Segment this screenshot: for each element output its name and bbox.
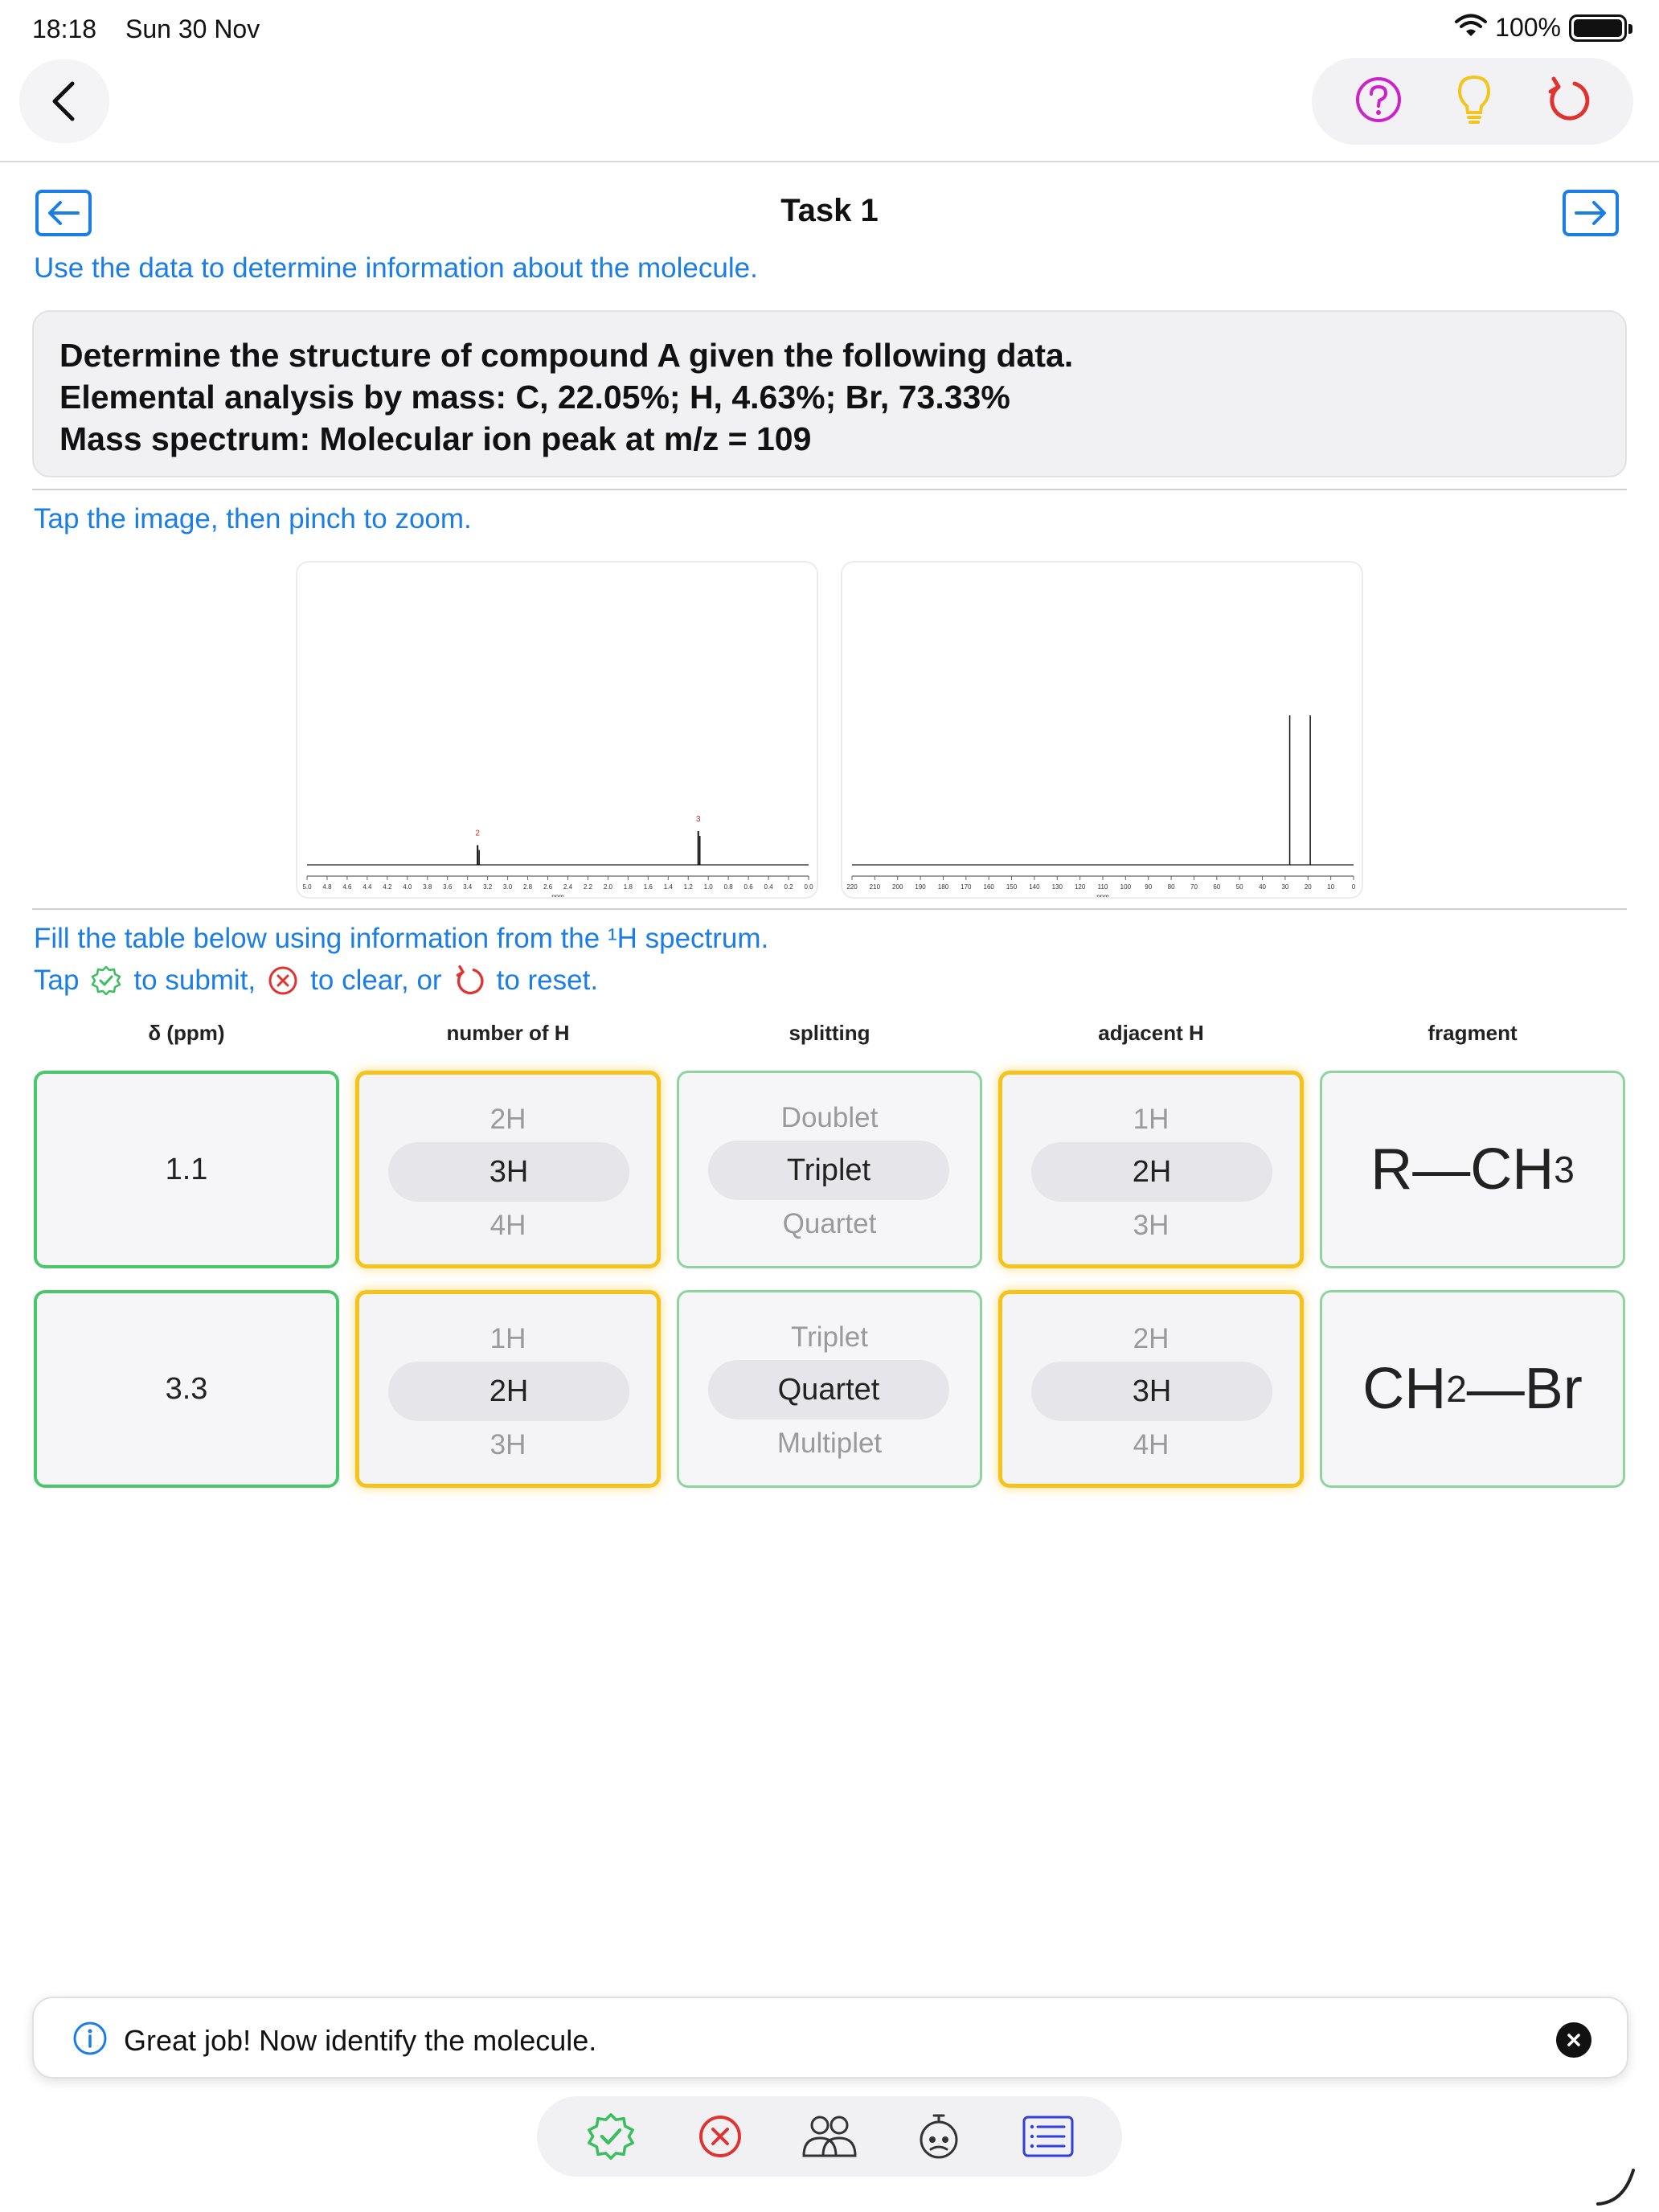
fragment-cell[interactable]	[1320, 1290, 1625, 1488]
h-nmr-spectrum-image[interactable]	[296, 561, 818, 899]
adjacent-h-picker[interactable]	[998, 1290, 1304, 1488]
task-title: Task 1	[780, 193, 879, 228]
axis-tick-label: 1.0	[703, 883, 713, 891]
picker-option[interactable]: 3H	[1133, 1210, 1169, 1241]
axis-tick-label: 0	[1351, 883, 1356, 891]
fragment-formula	[1322, 1073, 1623, 1266]
c-nmr-spectrum-image[interactable]	[841, 561, 1363, 899]
axis-tick-label: 180	[937, 883, 949, 891]
picker-option[interactable]: 3H	[490, 1429, 526, 1460]
axis-tick-label: 150	[1006, 883, 1018, 891]
picker-option[interactable]: 1H	[1133, 1104, 1169, 1135]
robot-icon	[913, 2111, 965, 2162]
question-icon[interactable]	[1354, 76, 1403, 128]
adjacent-h-picker[interactable]	[998, 1071, 1304, 1268]
axis-tick-label: 0.8	[723, 883, 733, 891]
question-box	[32, 310, 1627, 477]
status-time: 18:18	[32, 14, 97, 43]
c-nmr-spectrum-plot	[842, 563, 1363, 899]
chevron-left-icon	[48, 80, 80, 122]
clear-icon	[696, 2112, 744, 2161]
axis-tick-label: 70	[1190, 883, 1198, 891]
picker-option[interactable]: Doublet	[780, 1102, 879, 1133]
axis-tick-label: 120	[1074, 883, 1086, 891]
status-date: Sun 30 Nov	[125, 14, 260, 43]
axis-tick-label: 4.0	[403, 883, 412, 891]
header-splitting: splitting	[789, 1021, 870, 1045]
axis-tick-label: 4.6	[342, 883, 352, 891]
status-indicators	[1455, 13, 1627, 43]
next-task-button[interactable]	[1563, 190, 1619, 236]
splitting-picker[interactable]	[677, 1290, 982, 1488]
axis-tick-label: 40	[1259, 883, 1266, 891]
axis-label: ppm	[551, 893, 564, 900]
lightbulb-icon[interactable]	[1455, 74, 1493, 129]
axis-tick-label: 3.6	[443, 883, 453, 891]
reset-icon	[450, 963, 489, 998]
shift-value: 1.1	[165, 1152, 208, 1186]
arrow-right-icon	[1573, 199, 1608, 227]
header-fragment: fragment	[1428, 1021, 1518, 1045]
submit-badge-icon	[87, 963, 125, 998]
axis-tick-label: 0.6	[743, 883, 753, 891]
top-action-group	[1312, 58, 1633, 145]
axis-tick-label: 1.6	[643, 883, 653, 891]
fill-instructions: Fill the table below using information from the ¹H spectrum.	[34, 923, 769, 954]
shift-cell	[34, 1071, 339, 1268]
question-line-1: Determine the structure of compound A given the following data.	[59, 337, 1074, 374]
picker-selected-option[interactable]: 3H	[388, 1142, 629, 1202]
wifi-icon	[1455, 13, 1487, 43]
zoom-hint: Tap the image, then pinch to zoom.	[34, 503, 472, 535]
picker-selected-option[interactable]: Quartet	[708, 1360, 949, 1419]
axis-label: ppm	[1096, 893, 1109, 900]
axis-tick-label: 4.4	[363, 883, 372, 891]
picker-selected-option[interactable]: Triplet	[708, 1141, 949, 1200]
axis-tick-label: 3.0	[503, 883, 513, 891]
axis-tick-label: 4.8	[322, 883, 332, 891]
battery-icon	[1569, 14, 1627, 42]
number-of-h-picker[interactable]	[355, 1290, 661, 1488]
header-adjacent-h: adjacent H	[1098, 1021, 1204, 1045]
picker-option[interactable]: Multiplet	[776, 1428, 883, 1459]
h-nmr-spectrum-plot	[297, 563, 818, 899]
peak-integration-label: 3	[695, 815, 701, 824]
axis-tick-label: 60	[1213, 883, 1221, 891]
axis-tick-label: 0.2	[784, 883, 793, 891]
picker-selected-option[interactable]: 3H	[1031, 1362, 1272, 1421]
back-button[interactable]	[19, 59, 109, 143]
question-line-2: Elemental analysis by mass: C, 22.05%; H, 4.63%; Br, 73.33%	[59, 379, 1010, 416]
bottom-toolbar	[537, 2096, 1122, 2177]
instr-to-submit: to submit,	[133, 965, 256, 996]
axis-tick-label: 2.4	[563, 883, 573, 891]
info-icon	[72, 2021, 108, 2056]
axis-tick-label: 3.2	[483, 883, 493, 891]
axis-tick-label: 210	[869, 883, 881, 891]
axis-tick-label: 20	[1304, 883, 1312, 891]
fragment-cell[interactable]	[1320, 1071, 1625, 1268]
fragment-text: —Br	[1466, 1357, 1583, 1421]
axis-tick-label: 200	[892, 883, 903, 891]
axis-tick-label: 2.8	[522, 883, 533, 891]
submit-instructions	[34, 963, 598, 998]
axis-tick-label: 110	[1097, 883, 1108, 891]
axis-tick-label: 30	[1281, 883, 1289, 891]
axis-tick-label: 140	[1029, 883, 1040, 891]
axis-tick-label: 2.2	[583, 883, 593, 891]
reset-icon[interactable]	[1546, 76, 1591, 128]
axis-tick-label: 130	[1051, 883, 1063, 891]
picker-option[interactable]: Quartet	[782, 1208, 877, 1239]
picker-selected-option[interactable]: 2H	[1031, 1142, 1272, 1202]
axis-tick-label: 1.8	[623, 883, 633, 891]
number-of-h-picker[interactable]	[355, 1071, 661, 1268]
axis-tick-label: 2.0	[603, 883, 612, 891]
axis-tick-label: 10	[1327, 883, 1335, 891]
fragment-text: R—CH	[1370, 1137, 1555, 1202]
picker-option[interactable]: 1H	[490, 1323, 526, 1354]
axis-tick-label: 4.2	[383, 883, 392, 891]
picker-option[interactable]: 2H	[1133, 1323, 1169, 1354]
axis-tick-label: 190	[915, 883, 926, 891]
close-toast-button[interactable]	[1556, 2022, 1591, 2058]
instr-to-clear: to clear, or	[310, 965, 442, 996]
peak-integration-label: 2	[475, 829, 480, 838]
axis-tick-label: 220	[846, 883, 858, 891]
splitting-picker[interactable]	[677, 1071, 982, 1268]
axis-tick-label: 0.4	[764, 883, 773, 891]
axis-tick-label: 80	[1167, 883, 1175, 891]
feedback-toast	[32, 1997, 1628, 2079]
instr-tap: Tap	[34, 965, 80, 996]
picker-option[interactable]: 2H	[490, 1104, 526, 1135]
axis-tick-label: 170	[961, 883, 972, 891]
picker-option[interactable]: 4H	[1133, 1429, 1169, 1460]
header-number-of-h: number of H	[446, 1021, 570, 1045]
section-divider	[32, 489, 1627, 490]
pencil-indicator-icon	[1591, 2162, 1640, 2210]
clear-button[interactable]	[688, 2104, 752, 2169]
axis-tick-label: 160	[983, 883, 994, 891]
submit-button[interactable]	[579, 2104, 643, 2169]
header-shift: δ (ppm)	[148, 1021, 225, 1045]
axis-tick-label: 1.2	[683, 883, 693, 891]
axis-tick-label: 3.4	[463, 883, 473, 891]
section-divider	[32, 908, 1627, 910]
robot-button[interactable]	[907, 2104, 971, 2169]
battery-percent: 100%	[1495, 13, 1561, 42]
fragment-text: CH	[1362, 1357, 1447, 1421]
clear-icon	[264, 963, 302, 998]
picker-selected-option[interactable]: 2H	[388, 1362, 629, 1421]
axis-tick-label: 2.6	[543, 883, 553, 891]
submit-badge-icon	[585, 2111, 637, 2162]
axis-tick-label: 50	[1235, 883, 1243, 891]
notes-button[interactable]	[1016, 2104, 1080, 2169]
notes-icon	[1022, 2115, 1075, 2158]
axis-tick-label: 0.0	[804, 883, 813, 891]
close-icon	[1566, 2032, 1582, 2048]
fragment-subscript: 3	[1554, 1149, 1575, 1190]
picker-option[interactable]: Triplet	[791, 1321, 868, 1353]
status-bar	[0, 0, 1659, 58]
question-line-3: Mass spectrum: Molecular ion peak at m/z = 109	[59, 420, 812, 457]
axis-tick-label: 90	[1145, 883, 1153, 891]
toast-message: Great job! Now identify the molecule.	[124, 2024, 597, 2057]
axis-tick-label: 5.0	[302, 883, 312, 891]
axis-tick-label: 100	[1120, 883, 1132, 891]
axis-tick-label: 3.8	[423, 883, 432, 891]
shift-value: 3.3	[165, 1371, 208, 1406]
fragment-formula	[1322, 1292, 1623, 1485]
picker-option[interactable]: 4H	[490, 1210, 526, 1241]
fragment-subscript: 2	[1446, 1368, 1467, 1410]
instr-to-reset: to reset.	[496, 965, 599, 996]
header-divider	[0, 161, 1659, 162]
people-button[interactable]	[797, 2104, 862, 2169]
people-icon	[799, 2112, 860, 2161]
shift-cell	[34, 1290, 339, 1488]
task-subtitle: Use the data to determine information about the molecule.	[34, 252, 758, 284]
axis-tick-label: 1.4	[663, 883, 673, 891]
